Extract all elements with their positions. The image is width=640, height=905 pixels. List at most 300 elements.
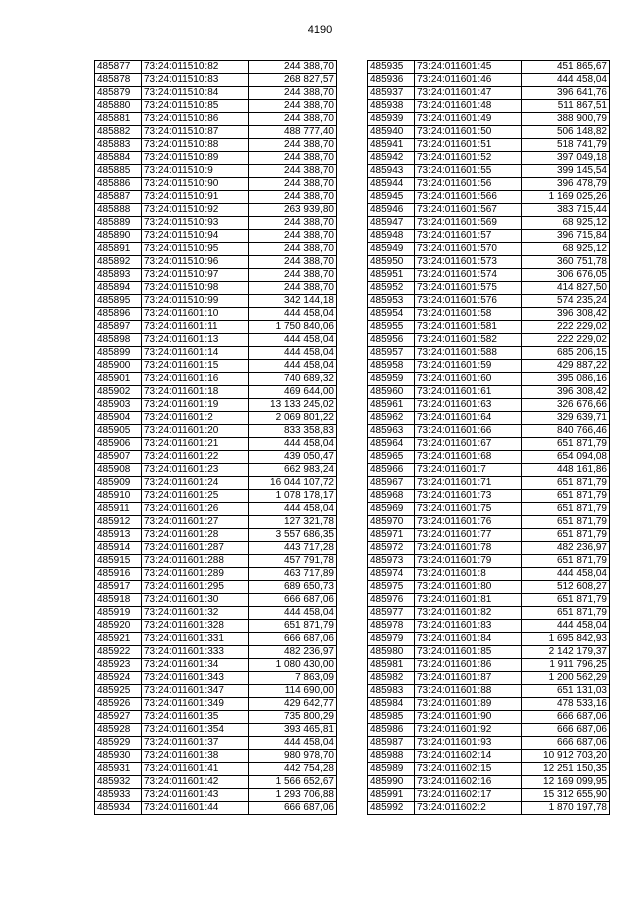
record-number-cell: 485883 [95,139,142,152]
value-cell: 518 741,79 [522,139,610,152]
value-cell: 399 145,54 [522,165,610,178]
record-number-cell: 485905 [95,425,142,438]
table-row [95,321,337,334]
record-number-cell: 485899 [95,347,142,360]
record-number-cell: 485936 [368,74,415,87]
record-number-cell: 485972 [368,542,415,555]
record-number-cell: 485914 [95,542,142,555]
cadastral-number-cell: 73:24:011601:32 [142,607,249,620]
table-row [95,490,337,503]
table-row [95,542,337,555]
cadastral-number-cell: 73:24:011510:86 [142,113,249,126]
cadastral-number-cell: 73:24:011510:97 [142,269,249,282]
cadastral-number-cell: 73:24:011601:66 [415,425,522,438]
record-number-cell: 485945 [368,191,415,204]
cadastral-number-cell: 73:24:011601:50 [415,126,522,139]
record-number-cell: 485888 [95,204,142,217]
cadastral-number-cell: 73:24:011510:96 [142,256,249,269]
record-number-cell: 485879 [95,87,142,100]
record-number-cell: 485890 [95,230,142,243]
table-row [368,529,610,542]
record-number-cell: 485881 [95,113,142,126]
table-row [368,477,610,490]
record-number-cell: 485929 [95,737,142,750]
table-row [95,568,337,581]
value-cell: 244 388,70 [249,139,337,152]
record-number-cell: 485908 [95,464,142,477]
table-row [368,269,610,282]
table-row [368,451,610,464]
table-row [368,412,610,425]
cadastral-number-cell: 73:24:011601:582 [415,334,522,347]
value-cell: 1 695 842,93 [522,633,610,646]
record-number-cell: 485973 [368,555,415,568]
record-number-cell: 485951 [368,269,415,282]
record-number-cell: 485942 [368,152,415,165]
cadastral-number-cell: 73:24:011601:569 [415,217,522,230]
cadastral-number-cell: 73:24:011601:64 [415,412,522,425]
cadastral-number-cell: 73:24:011601:22 [142,451,249,464]
record-number-cell: 485909 [95,477,142,490]
table-row [368,672,610,685]
cadastral-number-cell: 73:24:011601:46 [415,74,522,87]
value-cell: 482 236,97 [249,646,337,659]
record-number-cell: 485978 [368,620,415,633]
table-row [368,620,610,633]
record-number-cell: 485941 [368,139,415,152]
value-cell: 651 871,79 [522,477,610,490]
record-number-cell: 485937 [368,87,415,100]
record-number-cell: 485931 [95,763,142,776]
record-number-cell: 485947 [368,217,415,230]
value-cell: 68 925,12 [522,243,610,256]
value-cell: 244 388,70 [249,152,337,165]
cadastral-number-cell: 73:24:011601:87 [415,672,522,685]
table-row [368,230,610,243]
record-number-cell: 485895 [95,295,142,308]
table-row [368,737,610,750]
record-number-cell: 485971 [368,529,415,542]
table-row [368,386,610,399]
cadastral-number-cell: 73:24:011510:83 [142,74,249,87]
value-cell: 244 388,70 [249,256,337,269]
table-row [95,698,337,711]
cadastral-number-cell: 73:24:011601:354 [142,724,249,737]
cadastral-number-cell: 73:24:011601:576 [415,295,522,308]
record-number-cell: 485989 [368,763,415,776]
table-row [368,464,610,477]
cadastral-number-cell: 73:24:011601:347 [142,685,249,698]
cadastral-number-cell: 73:24:011601:27 [142,516,249,529]
cadastral-number-cell: 73:24:011601:570 [415,243,522,256]
cadastral-number-cell: 73:24:011601:41 [142,763,249,776]
record-number-cell: 485982 [368,672,415,685]
table-row [368,659,610,672]
table-row [368,152,610,165]
record-number-cell: 485930 [95,750,142,763]
record-number-cell: 485955 [368,321,415,334]
cadastral-number-cell: 73:24:011601:82 [415,607,522,620]
table-row [95,373,337,386]
table-row [368,698,610,711]
cadastral-number-cell: 73:24:011601:37 [142,737,249,750]
record-number-cell: 485946 [368,204,415,217]
table-row [368,100,610,113]
record-number-cell: 485961 [368,399,415,412]
cadastral-number-cell: 73:24:011601:57 [415,230,522,243]
table-row [368,607,610,620]
value-cell: 383 715,44 [522,204,610,217]
cadastral-number-cell: 73:24:011601:11 [142,321,249,334]
cadastral-number-cell: 73:24:011602:14 [415,750,522,763]
cadastral-number-cell: 73:24:011601:92 [415,724,522,737]
record-number-cell: 485988 [368,750,415,763]
cadastral-number-cell: 73:24:011601:581 [415,321,522,334]
record-number-cell: 485992 [368,802,415,815]
table-row [95,477,337,490]
value-cell: 7 863,09 [249,672,337,685]
cadastral-number-cell: 73:24:011601:61 [415,386,522,399]
cadastral-number-cell: 73:24:011510:85 [142,100,249,113]
record-number-cell: 485967 [368,477,415,490]
value-cell: 2 142 179,37 [522,646,610,659]
table-row [95,685,337,698]
cadastral-number-cell: 73:24:011601:30 [142,594,249,607]
cadastral-number-cell: 73:24:011601:566 [415,191,522,204]
value-cell: 444 458,04 [249,503,337,516]
cadastral-number-cell: 73:24:011601:8 [415,568,522,581]
cadastral-number-cell: 73:24:011601:67 [415,438,522,451]
record-number-cell: 485985 [368,711,415,724]
registry-table-left-body [95,61,337,815]
value-cell: 444 458,04 [522,568,610,581]
value-cell: 444 458,04 [249,308,337,321]
value-cell: 360 751,78 [522,256,610,269]
cadastral-number-cell: 73:24:011510:89 [142,152,249,165]
cadastral-number-cell: 73:24:011601:45 [415,61,522,74]
record-number-cell: 485987 [368,737,415,750]
cadastral-number-cell: 73:24:011601:44 [142,802,249,815]
record-number-cell: 485975 [368,581,415,594]
value-cell: 127 321,78 [249,516,337,529]
value-cell: 651 871,79 [522,607,610,620]
cadastral-number-cell: 73:24:011601:56 [415,178,522,191]
cadastral-number-cell: 73:24:011601:23 [142,464,249,477]
record-number-cell: 485877 [95,61,142,74]
record-number-cell: 485958 [368,360,415,373]
value-cell: 840 766,46 [522,425,610,438]
table-row [368,633,610,646]
record-number-cell: 485924 [95,672,142,685]
record-number-cell: 485886 [95,178,142,191]
table-row [95,334,337,347]
table-row [368,646,610,659]
table-row [368,490,610,503]
value-cell: 443 717,28 [249,542,337,555]
cadastral-number-cell: 73:24:011601:60 [415,373,522,386]
cadastral-number-cell: 73:24:011601:287 [142,542,249,555]
cadastral-number-cell: 73:24:011601:24 [142,477,249,490]
table-row [368,789,610,802]
cadastral-number-cell: 73:24:011601:15 [142,360,249,373]
record-number-cell: 485919 [95,607,142,620]
record-number-cell: 485984 [368,698,415,711]
value-cell: 651 871,79 [522,516,610,529]
cadastral-number-cell: 73:24:011601:575 [415,282,522,295]
cadastral-number-cell: 73:24:011601:83 [415,620,522,633]
value-cell: 651 871,79 [522,594,610,607]
value-cell: 689 650,73 [249,581,337,594]
value-cell: 329 639,71 [522,412,610,425]
table-row [95,282,337,295]
value-cell: 444 458,04 [522,620,610,633]
value-cell: 666 687,06 [249,594,337,607]
record-number-cell: 485897 [95,321,142,334]
record-number-cell: 485970 [368,516,415,529]
value-cell: 244 388,70 [249,230,337,243]
record-number-cell: 485884 [95,152,142,165]
record-number-cell: 485926 [95,698,142,711]
cadastral-number-cell: 73:24:011601:93 [415,737,522,750]
cadastral-number-cell: 73:24:011510:82 [142,61,249,74]
table-row [95,464,337,477]
cadastral-number-cell: 73:24:011601:328 [142,620,249,633]
value-cell: 244 388,70 [249,61,337,74]
cadastral-number-cell: 73:24:011510:98 [142,282,249,295]
value-cell: 306 676,05 [522,269,610,282]
record-number-cell: 485904 [95,412,142,425]
value-cell: 13 133 245,02 [249,399,337,412]
table-row [95,646,337,659]
record-number-cell: 485906 [95,438,142,451]
value-cell: 1 911 796,25 [522,659,610,672]
cadastral-number-cell: 73:24:011510:87 [142,126,249,139]
record-number-cell: 485962 [368,412,415,425]
value-cell: 666 687,06 [249,633,337,646]
value-cell: 1 566 652,67 [249,776,337,789]
value-cell: 980 978,70 [249,750,337,763]
cadastral-number-cell: 73:24:011601:88 [415,685,522,698]
table-row [368,243,610,256]
record-number-cell: 485963 [368,425,415,438]
cadastral-number-cell: 73:24:011601:331 [142,633,249,646]
value-cell: 1 080 430,00 [249,659,337,672]
record-number-cell: 485957 [368,347,415,360]
value-cell: 444 458,04 [249,737,337,750]
table-row [368,711,610,724]
record-number-cell: 485912 [95,516,142,529]
value-cell: 662 983,24 [249,464,337,477]
value-cell: 666 687,06 [522,737,610,750]
value-cell: 114 690,00 [249,685,337,698]
table-row [95,620,337,633]
record-number-cell: 485981 [368,659,415,672]
table-row [368,724,610,737]
cadastral-number-cell: 73:24:011601:21 [142,438,249,451]
record-number-cell: 485943 [368,165,415,178]
cadastral-number-cell: 73:24:011601:573 [415,256,522,269]
cadastral-number-cell: 73:24:011510:95 [142,243,249,256]
value-cell: 442 754,28 [249,763,337,776]
cadastral-number-cell: 73:24:011601:18 [142,386,249,399]
value-cell: 651 871,79 [522,438,610,451]
cadastral-number-cell: 73:24:011601:7 [415,464,522,477]
cadastral-number-cell: 73:24:011510:99 [142,295,249,308]
value-cell: 12 251 150,35 [522,763,610,776]
table-row [95,139,337,152]
table-row [95,633,337,646]
value-cell: 1 200 562,29 [522,672,610,685]
cadastral-number-cell: 73:24:011601:19 [142,399,249,412]
table-row [368,763,610,776]
cadastral-number-cell: 73:24:011602:15 [415,763,522,776]
value-cell: 326 676,66 [522,399,610,412]
value-cell: 444 458,04 [249,607,337,620]
cadastral-number-cell: 73:24:011601:13 [142,334,249,347]
value-cell: 666 687,06 [249,802,337,815]
table-row [95,230,337,243]
cadastral-number-cell: 73:24:011601:14 [142,347,249,360]
cadastral-number-cell: 73:24:011601:81 [415,594,522,607]
table-row [95,607,337,620]
cadastral-number-cell: 73:24:011510:92 [142,204,249,217]
record-number-cell: 485959 [368,373,415,386]
record-number-cell: 485932 [95,776,142,789]
registry-table-right [367,60,610,815]
value-cell: 15 312 655,90 [522,789,610,802]
record-number-cell: 485892 [95,256,142,269]
cadastral-number-cell: 73:24:011601:574 [415,269,522,282]
cadastral-number-cell: 73:24:011601:588 [415,347,522,360]
table-row [368,542,610,555]
value-cell: 444 458,04 [249,438,337,451]
value-cell: 506 148,82 [522,126,610,139]
table-row [95,581,337,594]
record-number-cell: 485882 [95,126,142,139]
record-number-cell: 485986 [368,724,415,737]
record-number-cell: 485911 [95,503,142,516]
value-cell: 651 871,79 [249,620,337,633]
cadastral-number-cell: 73:24:011601:333 [142,646,249,659]
cadastral-number-cell: 73:24:011601:25 [142,490,249,503]
cadastral-number-cell: 73:24:011601:343 [142,672,249,685]
table-row [95,295,337,308]
table-row [95,438,337,451]
record-number-cell: 485917 [95,581,142,594]
value-cell: 488 777,40 [249,126,337,139]
table-row [95,191,337,204]
value-cell: 478 533,16 [522,698,610,711]
cadastral-number-cell: 73:24:011510:91 [142,191,249,204]
value-cell: 654 094,08 [522,451,610,464]
table-row [368,87,610,100]
table-row [368,178,610,191]
record-number-cell: 485913 [95,529,142,542]
value-cell: 469 644,00 [249,386,337,399]
registry-table-right-body [368,61,610,815]
value-cell: 448 161,86 [522,464,610,477]
value-cell: 666 687,06 [522,711,610,724]
table-row [95,594,337,607]
record-number-cell: 485920 [95,620,142,633]
cadastral-number-cell: 73:24:011510:84 [142,87,249,100]
record-number-cell: 485949 [368,243,415,256]
record-number-cell: 485968 [368,490,415,503]
cadastral-number-cell: 73:24:011602:2 [415,802,522,815]
cadastral-number-cell: 73:24:011601:79 [415,555,522,568]
value-cell: 396 478,79 [522,178,610,191]
table-row [95,451,337,464]
table-row [95,243,337,256]
record-number-cell: 485956 [368,334,415,347]
record-number-cell: 485916 [95,568,142,581]
registry-table-left [94,60,337,815]
value-cell: 833 358,83 [249,425,337,438]
record-number-cell: 485878 [95,74,142,87]
table-row [95,412,337,425]
value-cell: 1 078 178,17 [249,490,337,503]
table-row [95,737,337,750]
table-row [368,61,610,74]
record-number-cell: 485900 [95,360,142,373]
value-cell: 429 887,22 [522,360,610,373]
table-row [95,165,337,178]
table-row [95,776,337,789]
record-number-cell: 485902 [95,386,142,399]
table-row [368,802,610,815]
record-number-cell: 485907 [95,451,142,464]
table-row [95,555,337,568]
table-row [368,776,610,789]
table-row [368,503,610,516]
record-number-cell: 485901 [95,373,142,386]
value-cell: 244 388,70 [249,165,337,178]
value-cell: 396 308,42 [522,308,610,321]
value-cell: 244 388,70 [249,243,337,256]
cadastral-number-cell: 73:24:011601:73 [415,490,522,503]
cadastral-number-cell: 73:24:011601:349 [142,698,249,711]
table-row [368,425,610,438]
cadastral-number-cell: 73:24:011601:77 [415,529,522,542]
cadastral-number-cell: 73:24:011601:85 [415,646,522,659]
value-cell: 16 044 107,72 [249,477,337,490]
value-cell: 463 717,89 [249,568,337,581]
table-row [95,126,337,139]
record-number-cell: 485991 [368,789,415,802]
table-row [95,399,337,412]
cadastral-number-cell: 73:24:011601:63 [415,399,522,412]
value-cell: 244 388,70 [249,87,337,100]
table-row [95,113,337,126]
cadastral-number-cell: 73:24:011601:2 [142,412,249,425]
cadastral-number-cell: 73:24:011601:42 [142,776,249,789]
value-cell: 244 388,70 [249,269,337,282]
value-cell: 511 867,51 [522,100,610,113]
record-number-cell: 485983 [368,685,415,698]
record-number-cell: 485903 [95,399,142,412]
value-cell: 740 689,32 [249,373,337,386]
table-row [368,256,610,269]
value-cell: 444 458,04 [249,334,337,347]
cadastral-number-cell: 73:24:011601:59 [415,360,522,373]
table-row [95,360,337,373]
record-number-cell: 485934 [95,802,142,815]
value-cell: 393 465,81 [249,724,337,737]
table-row [95,503,337,516]
table-row [368,594,610,607]
cadastral-number-cell: 73:24:011601:34 [142,659,249,672]
table-row [368,113,610,126]
